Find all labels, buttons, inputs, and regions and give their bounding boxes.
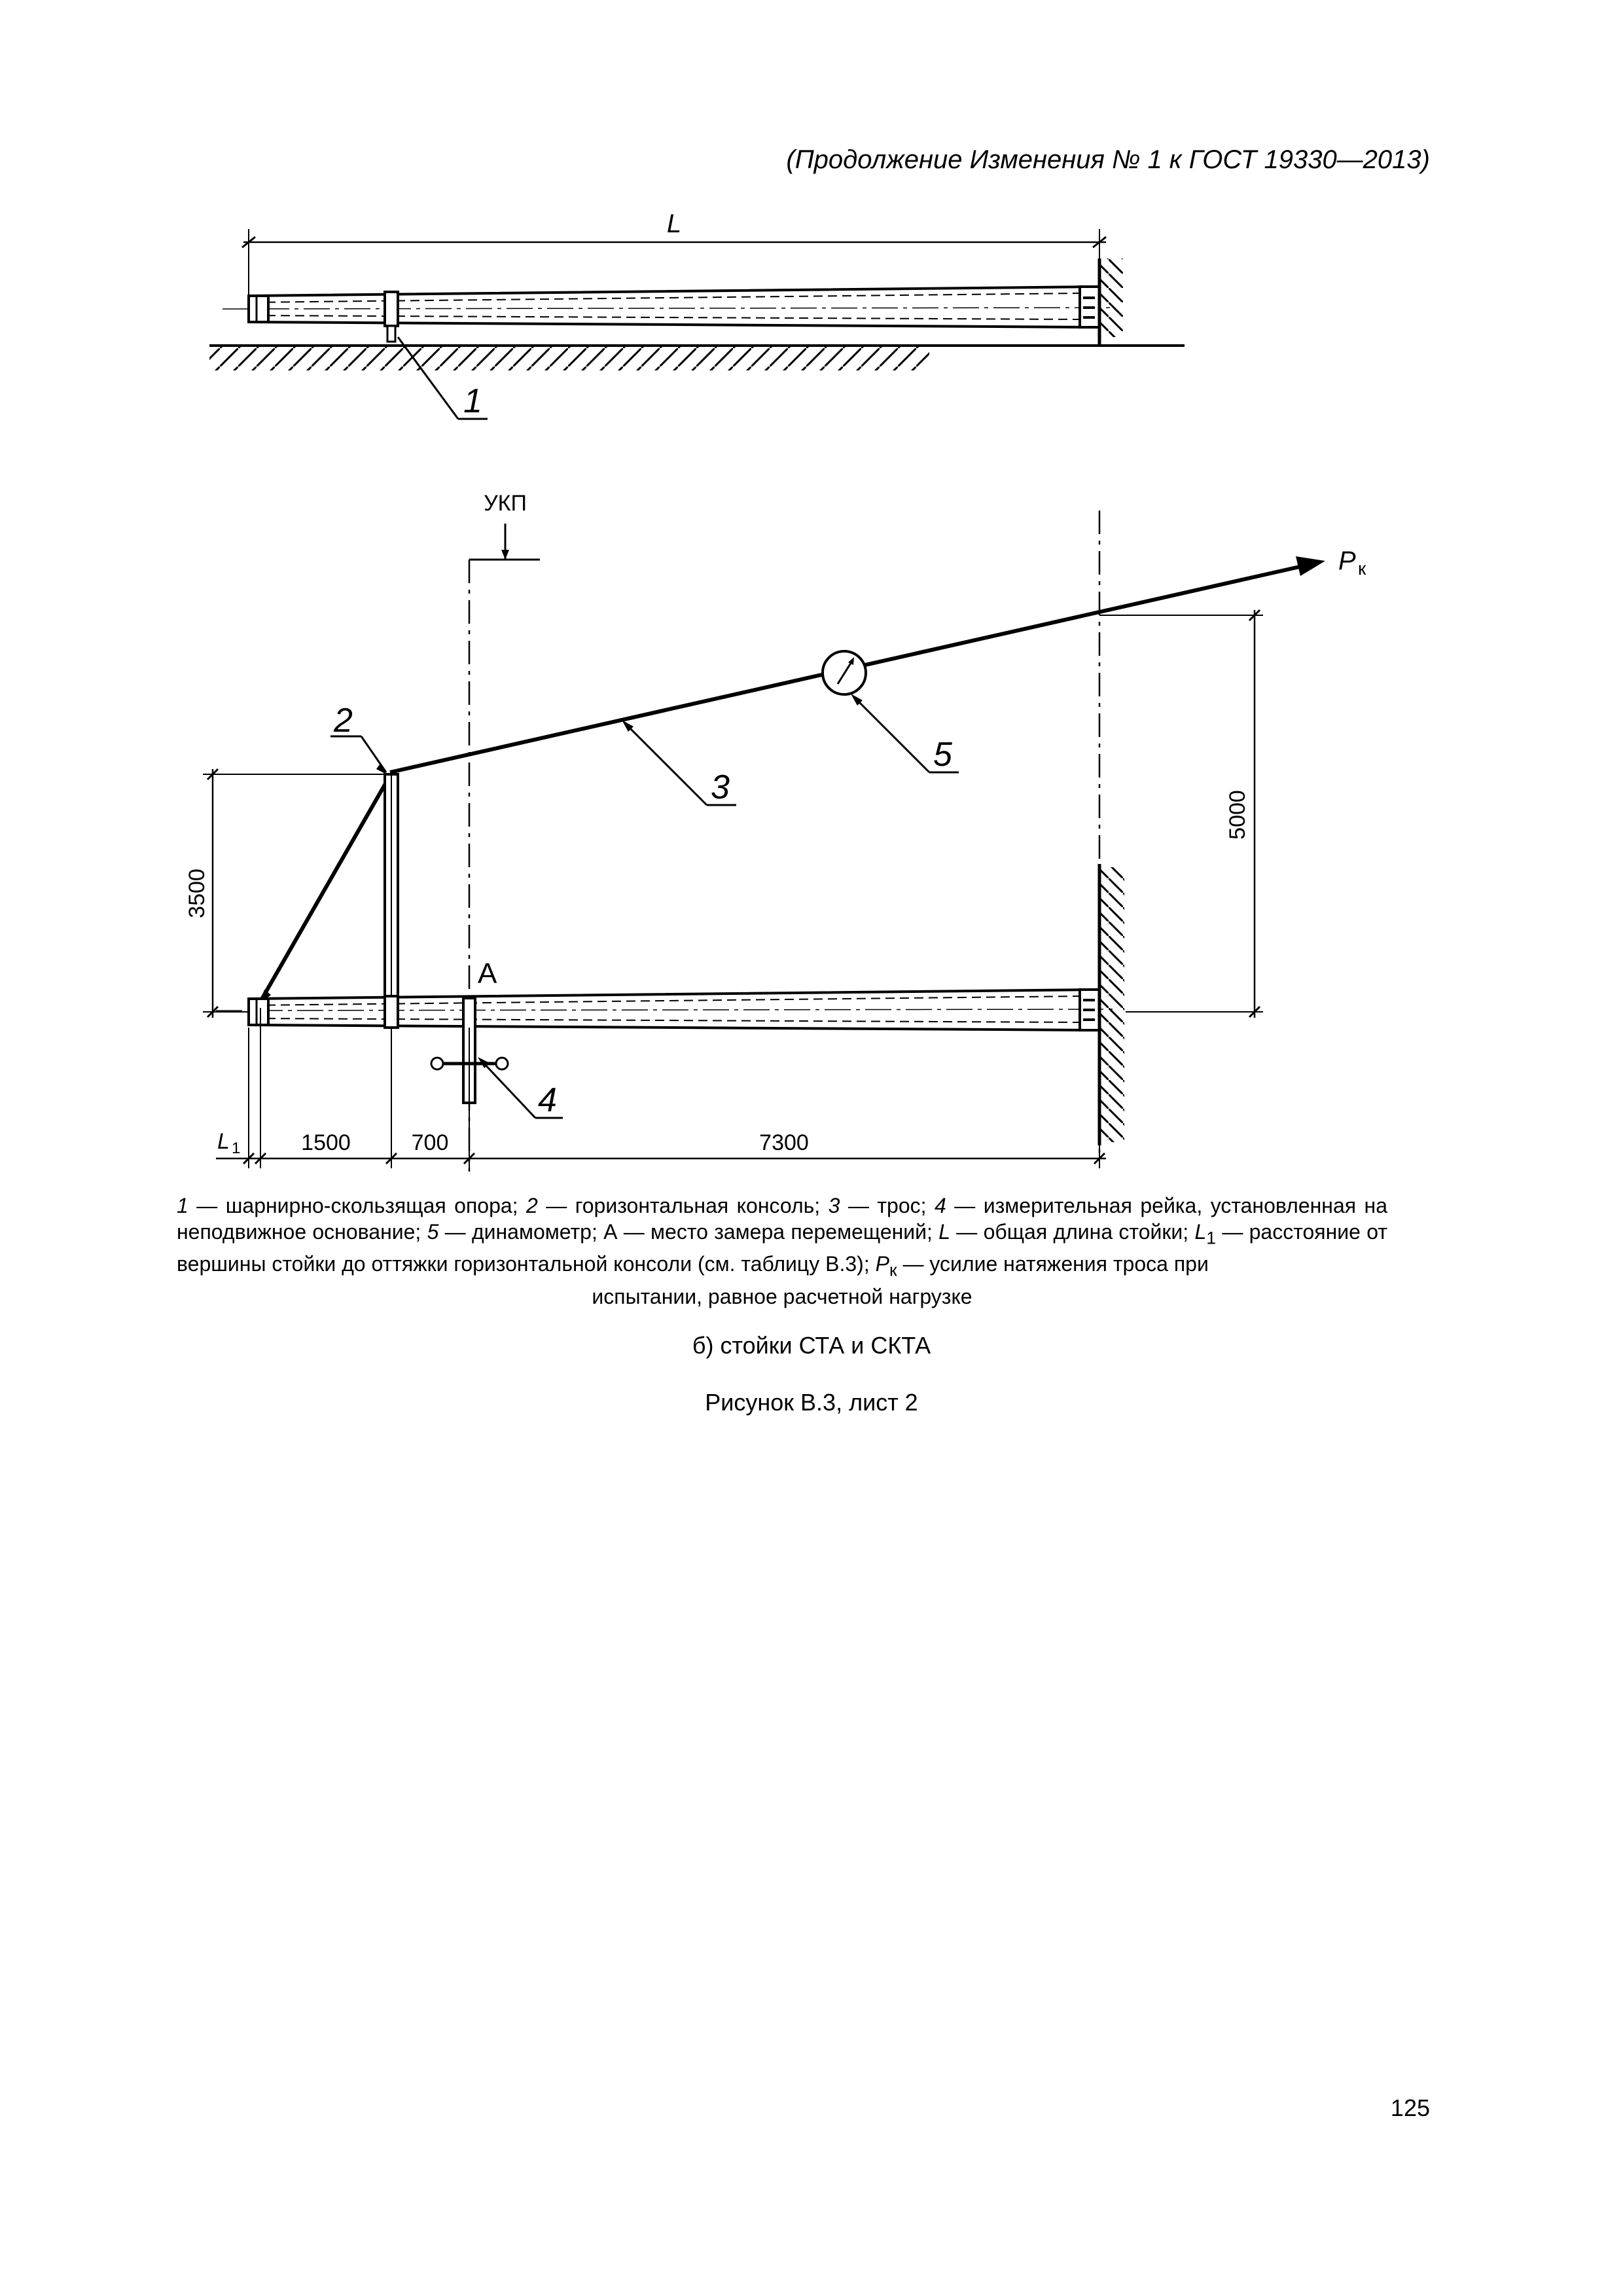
callout-5 [851,694,959,774]
dimension-3500 [185,769,386,1018]
dimension-3500-label: 3500 [185,869,209,918]
callout-4 [478,1057,563,1119]
force-arrow-icon [1296,556,1325,576]
callout-3-label: 3 [711,768,730,806]
top-view [209,209,1185,420]
callout-2 [330,702,387,775]
callout-3 [622,720,736,806]
running-header: (Продолжение Изменения № 1 к ГОСТ 19330—2013) [786,145,1430,174]
wall-top [1099,259,1123,347]
horizontal-console [385,774,398,1000]
legend-tP: — усилие натяжения троса при [897,1252,1209,1276]
legend-n4: 4 [935,1194,946,1217]
legend-t3: — трос; [840,1194,935,1217]
page-number: 125 [1390,2094,1430,2121]
legend-tL1: — расстояние от вершины стойки до оттяжки горизонтальной консоли (см. таблицу В.3); [177,1220,1388,1276]
legend-n3: 3 [828,1194,840,1217]
dimension-1500-label: 1500 [301,1130,351,1155]
legend-nL1-sub: 1 [1206,1228,1217,1248]
figure-legend [177,1193,1387,1310]
legend-nP: P [875,1252,889,1276]
legend-nL: L [938,1220,951,1244]
legend-t2: — горизонтальная консоль; [537,1194,829,1217]
subcaption: б) стойки СТА и СКТА [692,1332,931,1359]
force-label: P [1338,547,1356,575]
callout-5-label: 5 [933,736,952,774]
point-A-label: А [478,958,497,990]
legend-t4: — измерительная рейка, установленная на неподвижное основание; [177,1194,1388,1244]
dimension-5000-label: 5000 [1225,790,1250,840]
bottom-dimensions [216,1008,1106,1168]
ground-line [209,346,1185,370]
legend-t5: — динамометр; А — место замера перемещений; [438,1220,939,1244]
legend-t1: — шарнирно-скользящая опора; [188,1194,527,1217]
callout-2-label: 2 [334,702,353,740]
pole-main-view [216,990,1113,1030]
brace-line [260,776,390,1001]
dimension-7300-label: 7300 [759,1130,809,1155]
dimension-700-label: 700 [411,1130,449,1155]
dimension-L1-subscript: 1 [232,1139,241,1157]
dynamometer-icon [823,651,866,694]
callout-1-label: 1 [463,382,482,420]
legend-n1: 1 [177,1194,188,1217]
legend-n2: 2 [526,1194,538,1217]
legend-n5: 5 [427,1220,439,1244]
pole-top-view [223,287,1113,342]
wall-main [1099,864,1124,1145]
force-subscript: к [1358,558,1366,579]
legend-nP-sub: к [889,1260,897,1280]
main-view [185,491,1366,1172]
legend-tL: — общая длина стойки; [950,1220,1195,1244]
dimension-L1-label: L [217,1129,230,1154]
cable [390,547,1366,772]
figure-caption: Рисунок В.3, лист 2 [705,1389,918,1416]
dimension-L-label: L [666,209,682,238]
callout-4-label: 4 [538,1081,557,1119]
legend-last-line: испытании, равное расчетной нагрузке [592,1284,972,1308]
legend-nL1: L [1194,1220,1207,1244]
ukp-label: УКП [484,491,527,516]
